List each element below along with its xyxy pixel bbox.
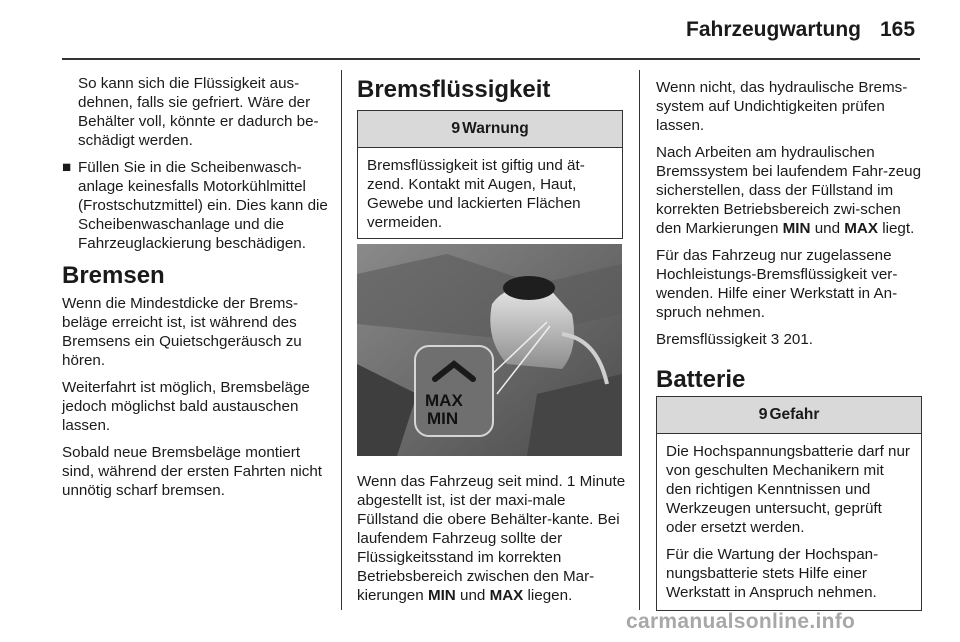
paragraph-reference [656,330,922,349]
paragraph-freeze: So kann sich die Flüssigkeit aus-dehnen, falls sie gefriert. Wäre der Behälter voll, könnte er dadurch be-schädigt werden. [78,75,319,149]
conjunction: und [455,587,490,604]
danger-paragraph-2: Für die Wartung der Hochspan-nungsbatterie stets Hilfe einer Werkstatt in Anspruch nehmen. [666,546,879,601]
bullet-item [62,158,330,253]
page-reference-icon: 3 [770,331,780,348]
danger-paragraph-1: Die Hochspannungsbatterie darf nur von geschulten Mechanikern mit den richtigen Kenntnissen und Werkzeugen untersucht, geprüft oder ersetzt werden. [666,443,910,536]
photo-label-min: MIN [427,409,459,428]
danger-body [657,434,921,610]
warning-body: Bremsflüssigkeit ist giftig und ät-zend. Kontakt mit Augen, Haut, Gewebe und lackierten Flächen vermeiden. [367,157,585,231]
paragraph-brake-pads: Wenn die Mindestdicke der Brems-beläge erreicht ist, ist während des Bremsens ein Quietschgeräusch zu hören. [62,295,302,369]
danger-icon: 9 [758,406,768,423]
brake-fluid-reservoir-photo [357,244,622,456]
fill-level-paragraph [357,472,629,613]
column-1 [62,74,330,253]
paragraph-leak-check: Wenn nicht, das hydraulische Brems-system auf Undichtigkeiten prüfen lassen. [656,79,908,134]
bullet-text: Füllen Sie in die Scheibenwasch-anlage keinesfalls Motorkühlmittel (Frostschutzmittel) ein. Dies kann die Scheibenwaschanlage und die Fahrzeuglackierung beschädigen. [78,159,328,252]
paragraph-new-pads: Sobald neue Bremsbeläge montiert sind, während der ersten Fahrten nicht unnötig scharf bremsen. [62,444,323,499]
warning-header [358,111,622,148]
danger-header [657,397,921,434]
min-marker-label: MIN [782,220,811,237]
paragraph-after-work [656,143,922,238]
reference-text: Bremsflüssigkeit [656,331,771,348]
paragraph-continue: Weiterfahrt ist möglich, Bremsbeläge jedoch möglichst bald austauschen lassen. [62,379,310,434]
max-marker-label: MAX [844,220,879,237]
warning-icon: 9 [451,120,461,137]
min-marker-label: MIN [427,587,456,604]
heading-batterie: Batterie [656,366,746,393]
column-divider-2 [639,70,640,610]
conjunction: und [810,220,845,237]
paragraph-approved-fluid: Für das Fahrzeug nur zugelassene Hochleistungs-Bremsflüssigkeit ver-wenden. Hilfe einer Werkstatt in An-spruch nehmen. [656,247,898,321]
danger-title: Gefahr [769,406,820,423]
heading-bremsfluessigkeit: Bremsflüssigkeit [357,76,551,103]
after-work-text: Nach Arbeiten am hydraulischen Bremssystem bei laufendem Fahr-zeug sicherstellen, dass der Füllstand im korrekten Betriebsbereich zwi-schen den Markierungen [656,144,922,237]
page-number: 165 [880,18,916,41]
reservoir-illustration [357,244,622,456]
bullet-marker: ■ [62,159,72,176]
max-marker-label: MAX [489,587,524,604]
page-header-title: Fahrzeugwartung [686,18,862,41]
bremsen-body [62,294,330,508]
column-3 [656,78,922,357]
photo-label-max: MAX [425,391,463,410]
heading-bremsen: Bremsen [62,262,165,289]
warning-box [357,110,623,239]
fill-level-text: Wenn das Fahrzeug seit mind. 1 Minute abgestellt ist, ist der maxi-male Füllstand die obere Behälter-kante. Bei laufendem Fahrzeug sollte der Flüssigkeitsstand im korrekten Betriebsbereich zwischen den Mar-kierungen [357,473,626,604]
warning-title: Warnung [462,120,529,137]
fill-level-end: liegen. [523,587,573,604]
after-work-end: liegt. [878,220,915,237]
watermark: carmanualsonline.info [626,610,856,633]
reference-page[interactable]: 201. [779,331,814,348]
header-divider [62,58,920,60]
column-divider-1 [341,70,342,610]
danger-box [656,396,922,611]
